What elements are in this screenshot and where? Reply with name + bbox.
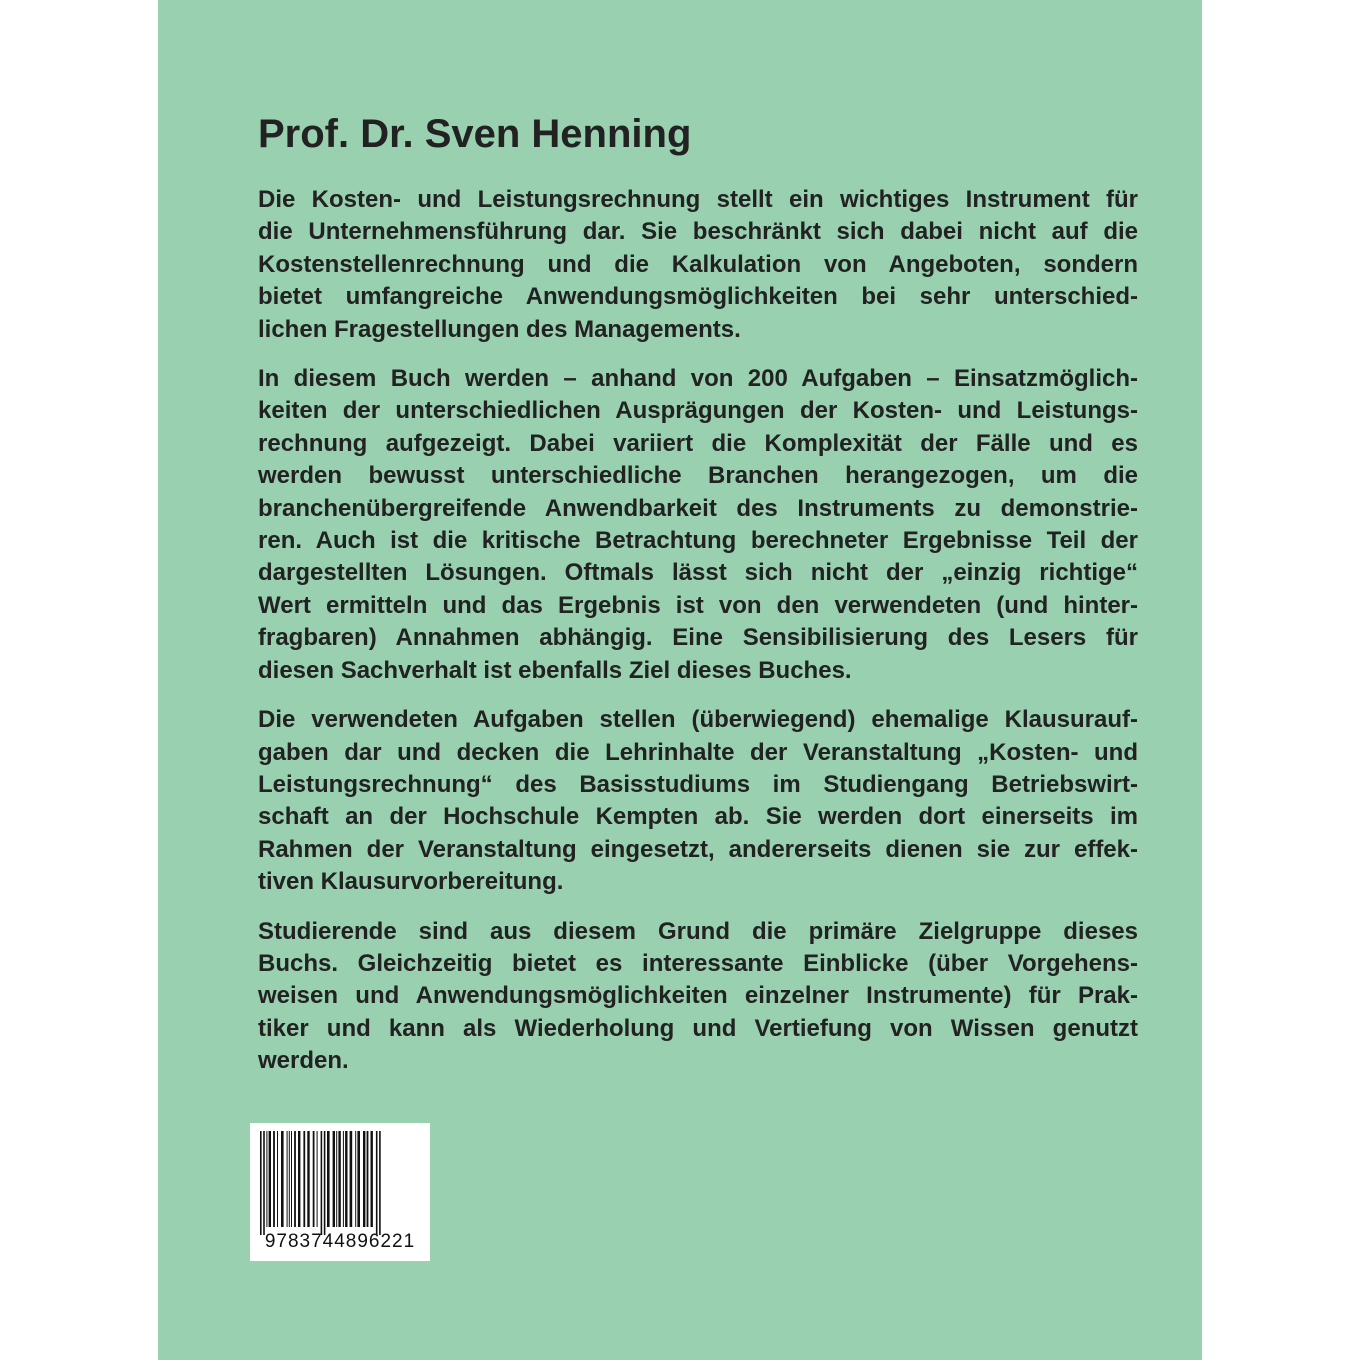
blurb-paragraph [258,916,1138,1078]
isbn-barcode [250,1123,430,1261]
text-line: werden. [258,1047,349,1075]
text-line: fragbaren) Annahmen abhängig. Eine Sensibilisierung des Lesers für [258,624,1138,652]
blurb-paragraph [258,363,1138,687]
text-line: tiker und kann als Wiederholung und Vertiefung von Wissen genutzt [258,1014,1138,1042]
barcode-bar [363,1131,365,1227]
text-line: Rahmen der Veranstaltung eingesetzt, andererseits dienen sie zur effek- [258,835,1138,863]
barcode-bar [287,1131,288,1227]
barcode-bar [294,1131,296,1227]
barcode-bar [291,1131,292,1227]
barcode-bar [281,1131,284,1227]
blurb-paragraph [258,184,1138,346]
barcode-bar [260,1131,262,1235]
text-line: werden bewusst unterschiedliche Branchen herangezogen, um die [258,462,1138,490]
text-line: Kostenstellenrechnung und die Kalkulation von Angeboten, sondern [258,250,1138,278]
text-line: branchenübergreifende Anwendbarkeit des Instruments zu demonstrie- [258,494,1138,522]
barcode-bar [298,1131,300,1227]
text-line: In diesem Buch werden – anhand von 200 Aufgaben – Einsatzmöglich- [258,365,1138,393]
text-line: ren. Auch ist die kritische Betrachtung berechneter Ergebnisse Teil der [258,527,1138,555]
text-line: weisen und Anwendungsmöglichkeiten einzelner Instrumente) für Prak- [258,982,1138,1010]
barcode-bar [317,1131,318,1227]
barcode-bar [350,1131,353,1227]
barcode-bar [336,1131,337,1227]
author-name: Prof. Dr. Sven Henning [258,112,692,156]
text-line: Buchs. Gleichzeitig bietet es interessante Einblicke (über Vorgehens- [258,949,1138,977]
text-line: gaben dar und decken die Lehrinhalte der Veranstaltung „Kosten- und [258,738,1138,766]
barcode-bar [327,1131,330,1227]
barcode-bar [338,1131,340,1227]
text-line: bietet umfangreiche Anwendungsmöglichkeiten bei sehr unterschied- [258,283,1138,311]
barcode-bar [333,1131,335,1227]
barcode-bar [357,1131,360,1227]
barcode-bar [307,1131,309,1227]
barcode-bar [324,1131,326,1235]
barcode-bar [269,1131,271,1227]
barcode-bar [263,1131,265,1235]
text-line: rechnung aufgezeigt. Dabei variiert die Komplexität der Fälle und es [258,429,1138,457]
barcode-bar [266,1131,267,1227]
barcode-bar [277,1131,278,1227]
text-line: diesen Sachverhalt ist ebenfalls Ziel dieses Buches. [258,656,852,684]
barcode-bar [367,1131,369,1227]
text-line: schaft an der Hochschule Kempten ab. Sie werden dort einerseits im [258,803,1138,831]
text-line: Die Kosten- und Leistungsrechnung stellt ein wichtiges Instrument für [258,186,1138,213]
blurb-text [258,184,1138,1095]
text-line: dargestellten Lösungen. Oftmals lässt sich nicht der „einzig richtige“ [258,559,1138,587]
barcode-bar [345,1131,347,1227]
blurb-paragraph [258,704,1138,898]
text-line: tiven Klausurvorbereitung. [258,868,564,896]
text-line: die Unternehmensführung dar. Sie beschränkt sich dabei nicht auf die [258,218,1138,246]
text-line: keiten der unterschiedlichen Ausprägungen der Kosten- und Leistungs- [258,397,1138,425]
barcode-bar [321,1131,323,1235]
barcode-bar [303,1131,305,1227]
back-cover [158,0,1202,1360]
text-line: Wert ermitteln und das Ergebnis ist von den verwendeten (und hinter- [258,591,1138,619]
barcode-bar [379,1131,381,1235]
barcode-bar [289,1131,290,1227]
text-line: Die verwendeten Aufgaben stellen (überwiegend) ehemalige Klausurauf- [258,706,1138,734]
barcode-bar [343,1131,344,1227]
barcode-bar [273,1131,275,1227]
barcode-bar [371,1131,373,1227]
barcode-bar [313,1131,315,1227]
barcode-bar [355,1131,356,1227]
text-line: Leistungsrechnung“ des Basisstudiums im Studiengang Betriebswirt- [258,770,1138,798]
text-line: lichen Fragestellungen des Managements. [258,315,741,343]
text-line: Studierende sind aus diesem Grund die primäre Zielgruppe dieses [258,917,1138,945]
isbn-number: 9783744896221 [264,1231,416,1252]
barcode-bar [376,1131,378,1235]
